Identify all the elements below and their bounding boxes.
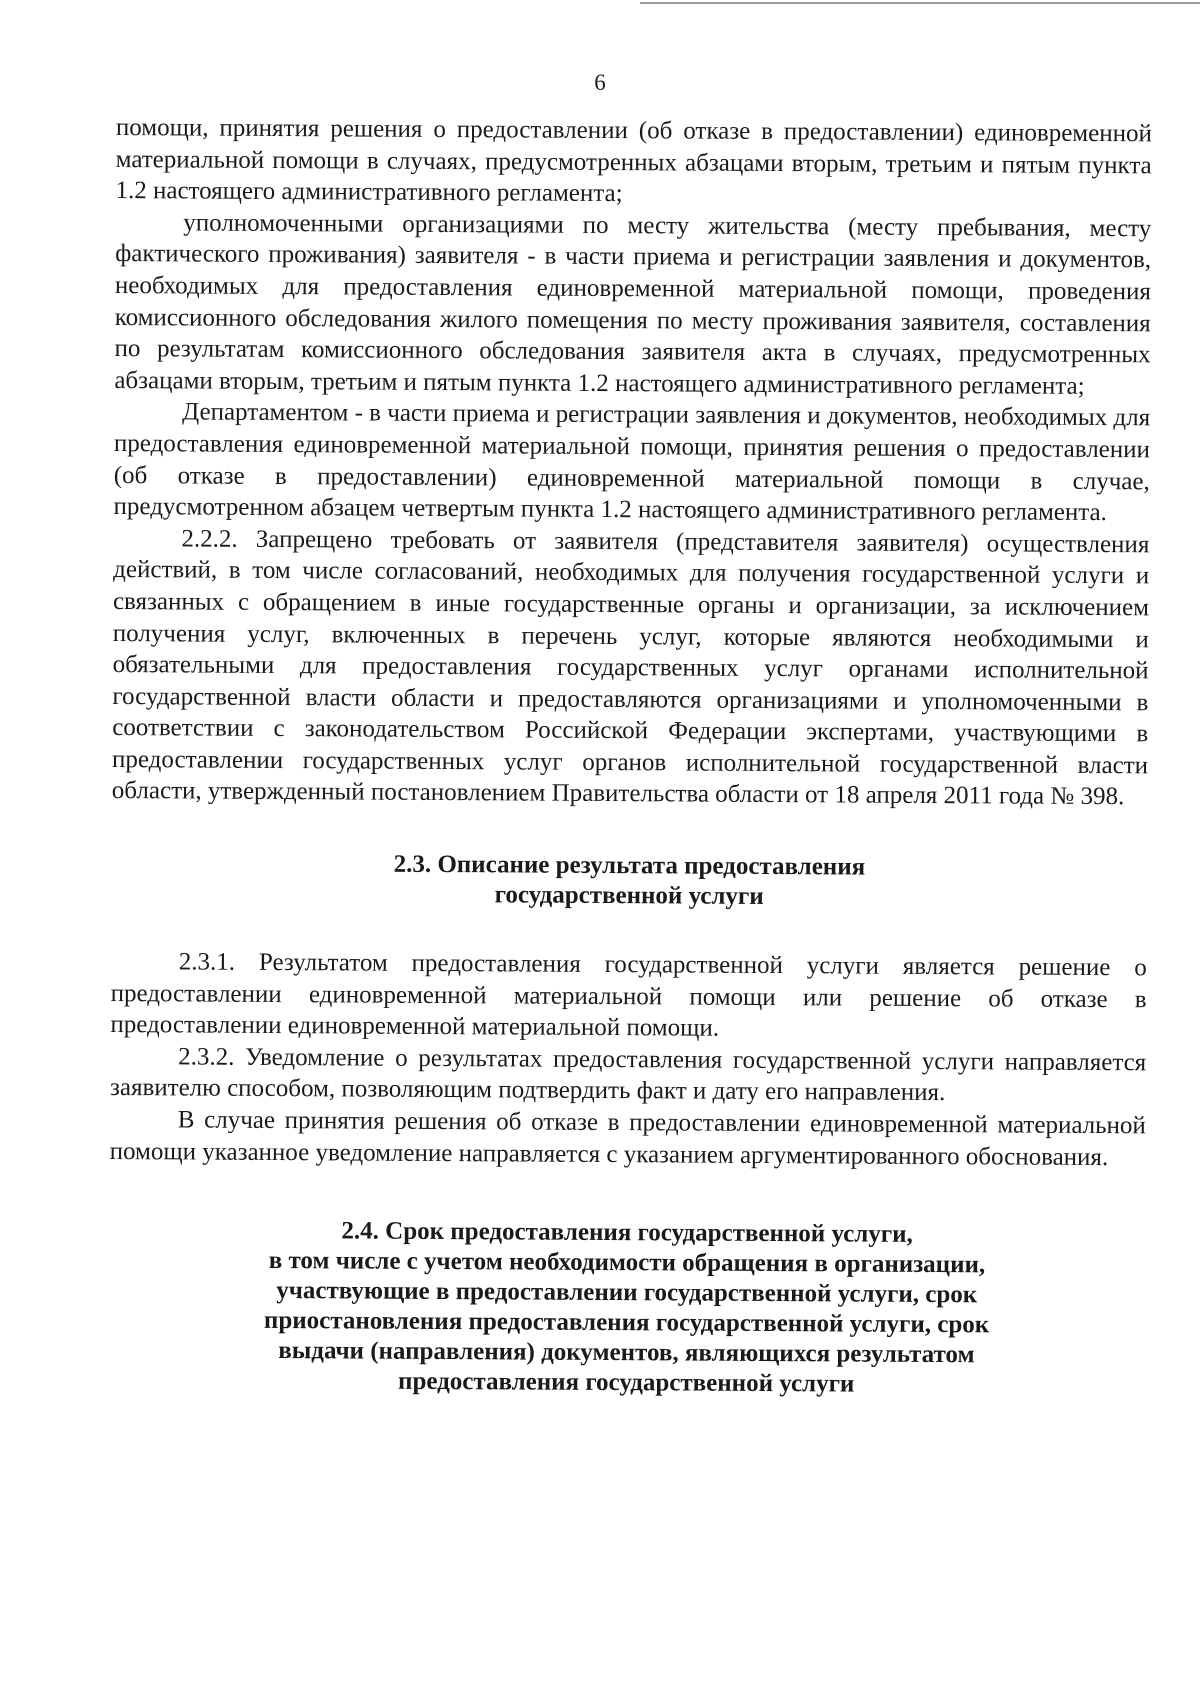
paragraph-2-3-2: 2.3.2. Уведомление о результатах предоставления государственной услуги направляется заявителю способом, позволяющим подтвердить факт и дату его направления. xyxy=(109,1043,1147,1107)
paragraph-continuation: помощи, принятия решения о предоставлении (об отказе в предоставлении) единовременной материальной помощи в случаях, предусмотренных абзацами вторым, третьим и пятым пункта 1.2 настоящего административного регламента; xyxy=(115,113,1152,208)
section-heading-2-3-line-2: государственной услуги xyxy=(494,881,764,911)
document-body xyxy=(108,112,1152,1402)
paragraph-authorized-organizations: уполномоченными организациями по месту жительства (месту пребывания, месту фактического проживания) заявителя - в части приема и регистрации заявления и документов, необходимых для предоставления единовременной материальной помощи, проведения комиссионного обследования жилого помещения по месту проживания заявителя, составления по результатам комиссионного обследования заявителя акта в случаях, предусмотренных абзацами вторым, третьим и пятым пункта 1.2 настоящего административного регламента; xyxy=(114,209,1152,400)
section-heading-2-4-line-5: выдачи (направления) документов, являющихся результатом xyxy=(278,1337,975,1369)
section-heading-2-3 xyxy=(111,848,1147,914)
page-number: 6 xyxy=(594,70,606,95)
paragraph-2-3-1: 2.3.1. Результатом предоставления государственной услуги является решение о предоставлении единовременной материальной помощи или решение об отказе в предоставлении единовременной материальной помощи. xyxy=(110,948,1147,1042)
section-heading-2-4 xyxy=(108,1215,1145,1401)
section-heading-2-3-line-1: 2.3. Описание результата предоставления xyxy=(393,850,866,881)
section-heading-2-4-line-1: 2.4. Срок предоставления государственной услуги, xyxy=(341,1217,913,1249)
section-heading-2-4-line-2: в том числе с учетом необходимости обращения в организации, xyxy=(268,1247,986,1279)
section-heading-2-4-line-6: предоставления государственной услуги xyxy=(398,1367,855,1398)
section-heading-2-4-line-4: приостановления предоставления государственной услуги, срок xyxy=(263,1307,990,1339)
paragraph-department: Департаментом - в части приема и регистрации заявления и документов, необходимых для предоставления единовременной материальной помощи, принятия решения о предоставлении (об отказе в предоставлении) единовременной материальной помощи в случае, предусмотренном абзацем четвертым пункта 1.2 настоящего административного регламента. xyxy=(113,398,1151,527)
section-heading-2-4-line-3: участвующие в предоставлении государственной услуги, срок xyxy=(276,1277,978,1309)
paragraph-2-2-2: 2.2.2. Запрещено требовать от заявителя (представителя заявителя) осуществления действий, в том числе согласований, необходимых для получения государственной услуги и связанных с обращением в иные государственные органы и организации, за исключением получения услуг, включенных в перечень услуг, которые являются необходимыми и обязательными для предоставления государственных услуг органами исполнительной государственной власти области и предоставляются организациями и уполномоченными в соответствии с законодательством Российской Федерации экспертами, участвующими в предоставлении государственных услуг органов исполнительной государственной власти области, утвержденный постановлением Правительства области от 18 апреля 2011 года № 398. xyxy=(111,525,1150,811)
paragraph-refusal-notice: В случае принятия решения об отказе в предоставлении единовременной материальной помощи указанное уведомление направляется с указанием аргументированного обоснования. xyxy=(109,1106,1146,1171)
